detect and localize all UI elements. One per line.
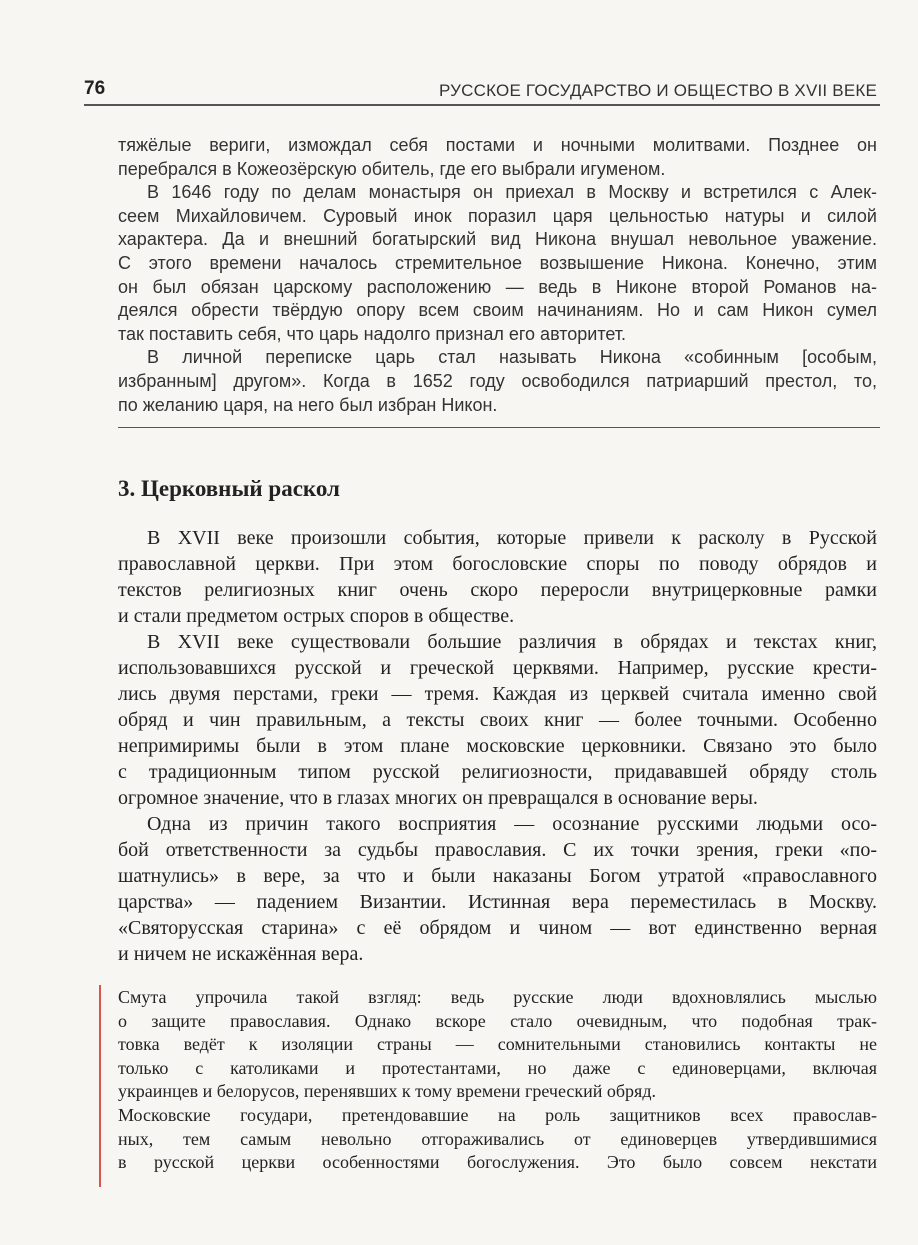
text-line: товка ведёт к изоляции страны — сомнительными становились контакты не xyxy=(118,1034,877,1055)
text-line: текстов религиозных книг очень скоро переросли внутрицерковные рамки xyxy=(118,579,877,601)
text-line: непримиримы были в этом плане московские церковники. Связано это было xyxy=(118,735,877,757)
text-line: Смута упрочила такой взгляд: ведь русские люди вдохновлялись мыслью xyxy=(118,987,877,1007)
text-line: царства» — падением Византии. Истинная вера переместилась в Москву. xyxy=(118,891,877,913)
header-rule xyxy=(84,104,880,106)
text-line: украинцев и белорусов, перенявших к тому времени греческий обряд. xyxy=(118,1081,656,1102)
text-line: В XVII веке существовали большие различия в обрядах и текстах книг, xyxy=(147,631,877,653)
text-line: С этого времени началось стремительное возвышение Никона. Конечно, этим xyxy=(118,253,877,273)
text-line: лись двумя перстами, греки — тремя. Каждая из церквей считала именно свой xyxy=(118,683,877,705)
text-line: тяжёлые вериги, измождал себя постами и ночными молитвами. Позднее он xyxy=(118,135,877,155)
text-line: ных, тем самым невольно отгораживались от единоверцев утвердившимися xyxy=(118,1128,877,1149)
text-line: православной церкви. При этом богословские споры по поводу обрядов и xyxy=(118,553,877,575)
text-line: о защите православия. Однако вскоре стало очевидным, что подобная трак- xyxy=(118,1010,877,1031)
text-line: огромное значение, что в глазах многих он превращался в основание веры. xyxy=(118,787,758,809)
text-line: В личной переписке царь стал называть Никона «собинным [особым, xyxy=(147,347,877,368)
text-line: только с католиками и протестантами, но даже с единоверцами, включая xyxy=(118,1057,877,1078)
section-heading: 3. Церковный раскол xyxy=(118,476,340,501)
text-line: перебрался в Кожеозёрскую обитель, где его выбрали игуменом. xyxy=(118,158,666,179)
text-line: деялся обрести твёрдую опору всем своим начинаниям. Но и сам Никон сумел xyxy=(118,300,877,321)
text-line: и стали предметом острых споров в обществе. xyxy=(118,605,515,627)
text-line: характера. Да и внешний богатырский вид Никона внушал невольное уважение. xyxy=(118,229,877,250)
text-line: он был обязан царскому расположению — ведь в Никоне второй Романов на- xyxy=(118,276,877,297)
text-line: использовавшихся русской и греческой церквями. Например, русские крести- xyxy=(118,657,877,679)
text-line: В XVII веке произошли события, которые привели к расколу в Русской xyxy=(147,527,877,549)
text-line: Московские государи, претендовавшие на роль защитников всех православ- xyxy=(118,1105,877,1125)
text-line: бой ответственности за судьбы православия. С их точки зрения, греки «по- xyxy=(118,839,877,861)
text-line: так поставить себя, что царь надолго признал его авторитет. xyxy=(118,323,627,344)
text-line: сеем Михайловичем. Суровый инок поразил царя цельностью натуры и силой xyxy=(118,205,877,226)
section-divider xyxy=(118,427,880,428)
text-line: и ничем не искажённая вера. xyxy=(118,943,364,965)
text-line: шатнулись» в вере, за что и были наказаны Богом утратой «православного xyxy=(118,865,877,887)
text-line: в русской церкви особенностями богослужения. Это было совсем некстати xyxy=(118,1152,877,1173)
text-line: «Святорусская старина» с её обрядом и чином — вот единственно верная xyxy=(118,917,877,939)
text-line: Одна из причин такого восприятия — осознание русскими людьми осо- xyxy=(147,813,877,835)
running-title: РУССКОЕ ГОСУДАРСТВО И ОБЩЕСТВО В XVII ВЕКЕ xyxy=(439,81,877,100)
text-line: по желанию царя, на него был избран Никон. xyxy=(118,394,498,415)
text-line: с традиционным типом русской религиозности, придававшей обряду столь xyxy=(118,761,877,783)
text-line: обряд и чин правильным, а тексты своих книг — более точными. Особенно xyxy=(118,709,877,731)
page-number: 76 xyxy=(84,78,106,99)
text-line: избранным] другом». Когда в 1652 году освободился патриарший престол, то, xyxy=(118,371,877,391)
sidebar-accent-bar xyxy=(99,985,101,1187)
text-line: В 1646 году по делам монастыря он приехал в Москву и встретился с Алек- xyxy=(147,182,877,203)
